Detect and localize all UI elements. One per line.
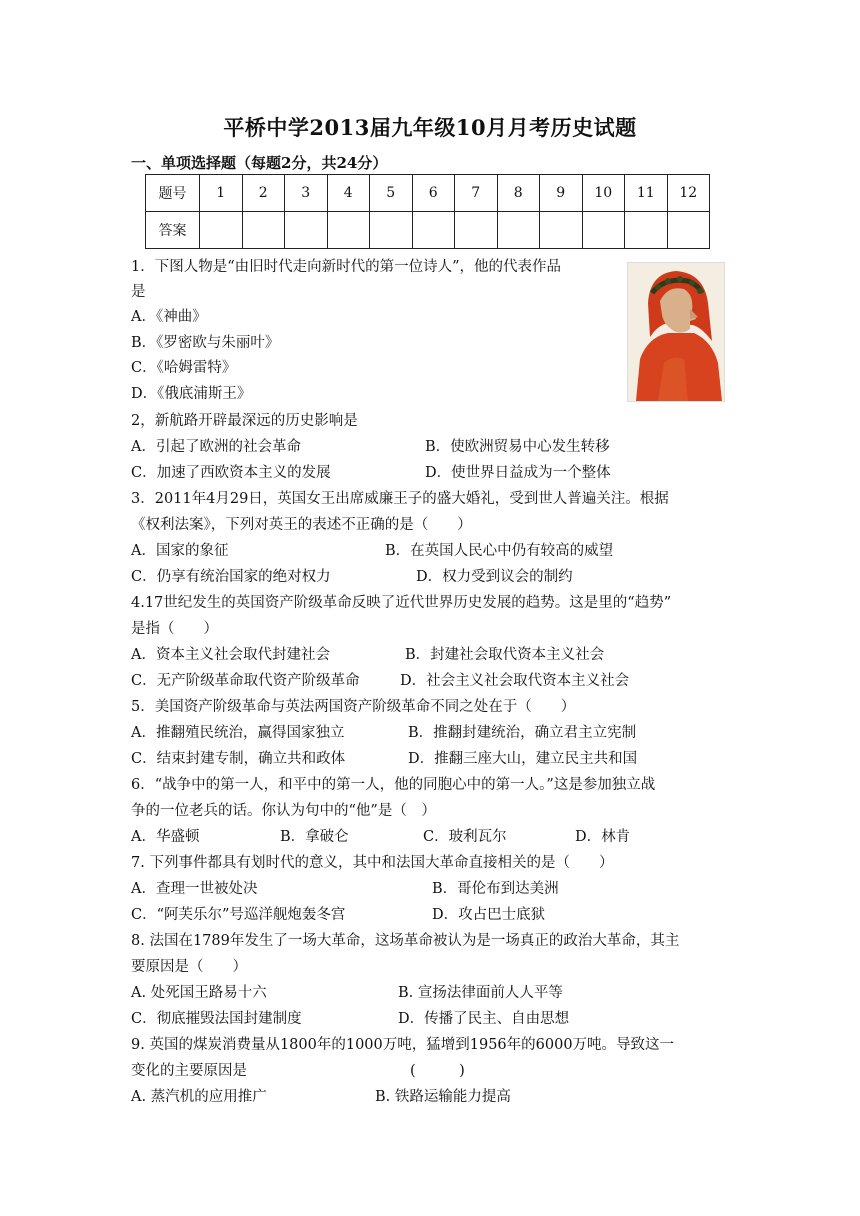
question-5-option-b: B．推翻封建统治，确立君主立宪制 (408, 725, 637, 741)
question-2-option-d: D．使世界日益成为一个整体 (425, 465, 611, 481)
question-2-option-a: A．引起了欧洲的社会革命 (131, 439, 301, 455)
question-5-option-c: C．结束封建专制，确立共和政体 (131, 751, 346, 767)
question-9-stem: 9. 英国的煤炭消费量从1800年的1000万吨，猛增到1956年的6000万吨。导致这一 (131, 1037, 675, 1053)
question-6-option-a: A．华盛顿 (131, 829, 200, 845)
question-8-stem-cont: 要原因是（ ） (131, 959, 247, 975)
question-4-stem-cont: 是指（ ） (131, 621, 218, 637)
answer-cell[interactable] (582, 212, 625, 249)
question-3-option-a: A．国家的象征 (131, 543, 229, 559)
question-7-option-c: C．“阿芙乐尔”号巡洋舰炮轰冬宫 (131, 907, 346, 923)
question-1-stem-cont: 是 (131, 284, 146, 300)
question-number: 5 (370, 175, 413, 212)
answer-cell[interactable] (242, 212, 285, 249)
question-2-option-b: B．使欧洲贸易中心发生转移 (425, 439, 610, 455)
question-2-option-c: C．加速了西欧资本主义的发展 (131, 465, 331, 481)
answer-cell[interactable] (327, 212, 370, 249)
question-5-option-d: D．推翻三座大山，建立民主共和国 (408, 751, 638, 767)
answer-cell[interactable] (540, 212, 583, 249)
question-3-option-c: C．仍享有统治国家的绝对权力 (131, 569, 331, 585)
question-8-option-a: A. 处死国王路易十六 (131, 985, 267, 1001)
question-6-option-c: C．玻利瓦尔 (423, 829, 507, 845)
answer-cell[interactable] (412, 212, 455, 249)
question-6-stem-cont: 争的一位老兵的话。你认为句中的“他”是（ ） (131, 803, 436, 819)
question-5-stem: 5．美国资产阶级革命与英法两国资产阶级革命不同之处在于（ ） (131, 699, 576, 715)
answer-cell[interactable] (667, 212, 710, 249)
table-row (146, 175, 710, 212)
question-8-stem: 8. 法国在1789年发生了一场大革命，这场革命被认为是一场真正的政治大革命，其主 (131, 933, 680, 949)
dante-portrait-image (627, 262, 725, 402)
question-3-option-d: D．权力受到议会的制约 (416, 569, 573, 585)
question-3-stem: 3．2011年4月29日，英国女王出席威廉王子的盛大婚礼，受到世人普遍关注。根据 (131, 491, 669, 507)
answer-cell[interactable] (497, 212, 540, 249)
question-6-stem: 6．“战争中的第一人，和平中的第一人，他的同胞心中的第一人。”这是参加独立战 (131, 777, 656, 793)
question-number: 9 (540, 175, 583, 212)
question-8-option-b: B. 宣扬法律面前人人平等 (398, 985, 563, 1001)
question-3-stem-cont: 《权利法案》，下列对英王的表述不正确的是（ ） (131, 517, 472, 533)
question-6-option-b: B．拿破仑 (280, 829, 349, 845)
page-title: 平桥中学2013届九年级10月月考历史试题 (223, 115, 637, 140)
question-number: 7 (455, 175, 498, 212)
question-5-option-a: A．推翻殖民统治，赢得国家独立 (131, 725, 345, 741)
question-4-option-b: B．封建社会取代资本主义社会 (405, 647, 605, 663)
question-number: 3 (285, 175, 328, 212)
question-4-option-a: A．资本主义社会取代封建社会 (131, 647, 330, 663)
question-1-option-a: A．《神曲》 (131, 309, 207, 325)
question-8-option-d: D．传播了民主、自由思想 (398, 1011, 570, 1027)
table-header-cell: 答案 (146, 212, 200, 249)
answer-cell[interactable] (285, 212, 328, 249)
question-number: 1 (200, 175, 243, 212)
question-4-option-d: D．社会主义社会取代资本主义社会 (400, 673, 630, 689)
question-number: 4 (327, 175, 370, 212)
question-9-option-b: B. 铁路运输能力提高 (375, 1089, 511, 1105)
section-heading: 一、单项选择题（每题2分，共24分） (131, 154, 388, 172)
question-4-stem: 4.17世纪发生的英国资产阶级革命反映了近代世界历史发展的趋势。这是里的“趋势” (131, 595, 672, 611)
question-9-option-a: A. 蒸汽机的应用推广 (131, 1089, 267, 1105)
question-7-option-b: B．哥伦布到达美洲 (432, 881, 559, 897)
question-1-option-c: C．《哈姆雷特》 (131, 360, 237, 376)
table-row (146, 212, 710, 249)
question-3-option-b: B．在英国人民心中仍有较高的威望 (385, 543, 614, 559)
question-2-stem: 2，新航路开辟最深远的历史影响是 (131, 413, 358, 429)
question-number: 11 (625, 175, 668, 212)
question-8-option-c: C．彻底摧毁法国封建制度 (131, 1011, 302, 1027)
question-7-stem: 7. 下列事件都具有划时代的意义，其中和法国大革命直接相关的是（ ） (131, 855, 614, 871)
table-header-cell: 题号 (146, 175, 200, 212)
answer-cell[interactable] (625, 212, 668, 249)
answer-cell[interactable] (455, 212, 498, 249)
answer-cell[interactable] (200, 212, 243, 249)
question-number: 8 (497, 175, 540, 212)
question-6-option-d: D．林肯 (575, 829, 631, 845)
question-1-option-d: D．《俄底浦斯王》 (131, 386, 252, 402)
question-number: 2 (242, 175, 285, 212)
question-9-answer-paren: ( ) (410, 1063, 465, 1079)
answer-table (145, 174, 710, 249)
question-7-option-a: A．查理一世被处决 (131, 881, 258, 897)
question-7-option-d: D．攻占巴士底狱 (432, 907, 546, 923)
answer-cell[interactable] (370, 212, 413, 249)
question-1-option-b: B．《罗密欧与朱丽叶》 (131, 335, 280, 351)
portrait-illustration (628, 263, 724, 401)
question-9-stem-cont: 变化的主要原因是 (131, 1063, 247, 1079)
question-number: 12 (667, 175, 710, 212)
question-number: 6 (412, 175, 455, 212)
question-1-stem: 1．下图人物是“由旧时代走向新时代的第一位诗人”，他的代表作品 (131, 259, 562, 275)
question-4-option-c: C．无产阶级革命取代资产阶级革命 (131, 673, 360, 689)
question-number: 10 (582, 175, 625, 212)
